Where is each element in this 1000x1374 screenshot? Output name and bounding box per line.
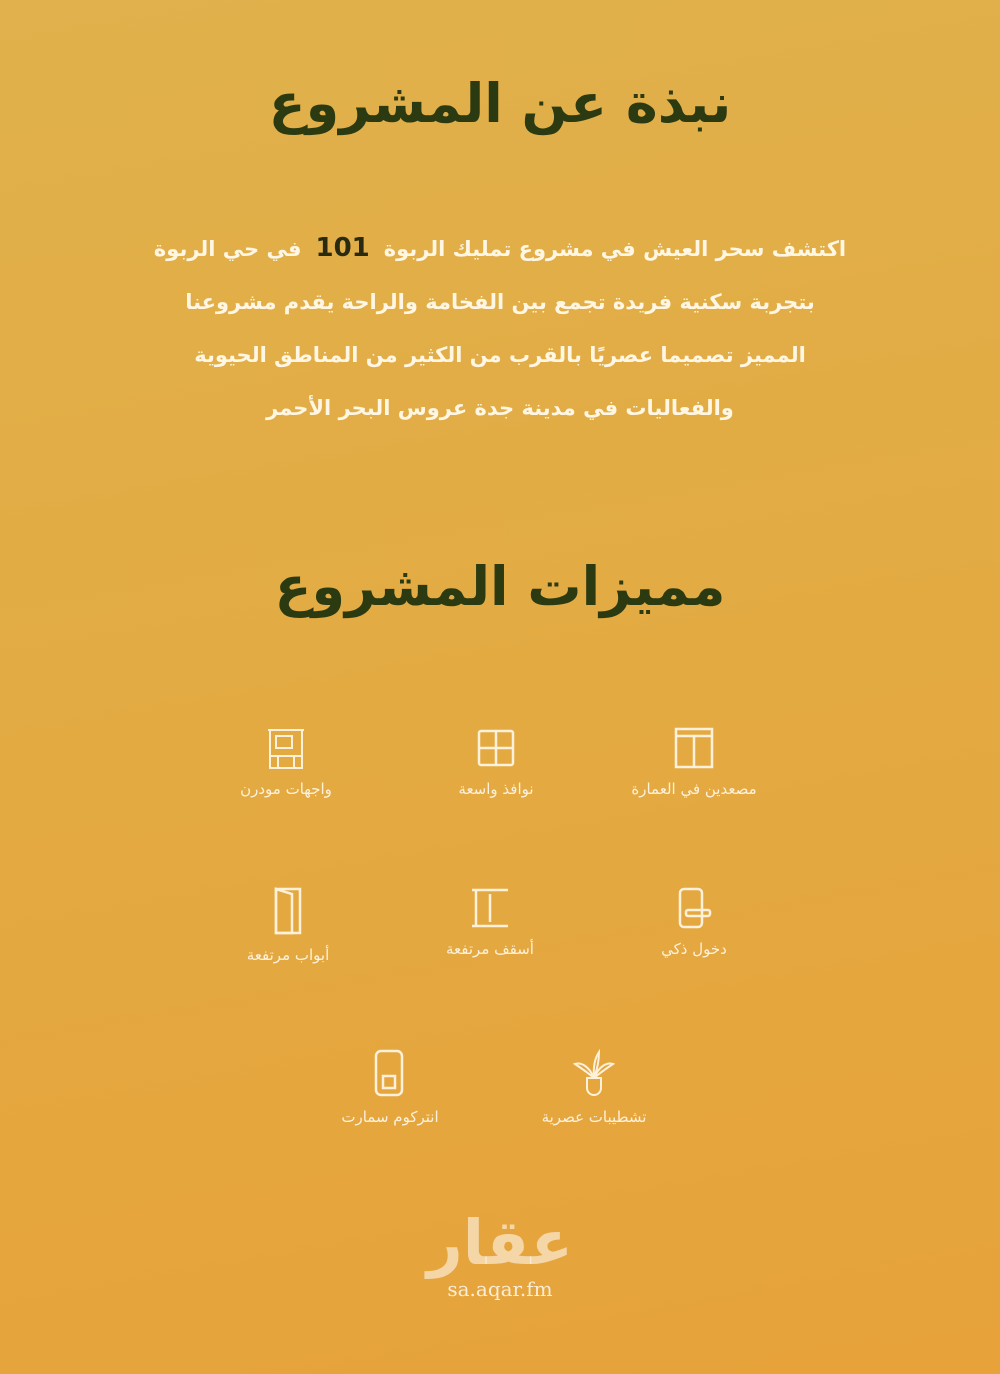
feature-high-doors — [188, 886, 388, 964]
feature-elevator — [594, 726, 794, 798]
ceiling-height-icon — [468, 886, 512, 930]
facade-icon — [264, 726, 308, 770]
feature-smart-intercom — [290, 1048, 490, 1126]
feature-window — [396, 726, 596, 798]
about-line1-a: اكتشف سحر العيش في مشروع تمليك الربوة — [383, 237, 847, 261]
intercom-icon — [368, 1048, 412, 1098]
feature-facade — [186, 726, 386, 798]
about-line4: والفعاليات في مدينة جدة عروس البحر الأحمر — [266, 396, 734, 420]
about-paragraph — [30, 222, 970, 435]
plant-icon — [569, 1048, 619, 1098]
feature-label: انتركوم سمارت — [341, 1108, 439, 1126]
watermark-logo: عقار — [427, 1206, 573, 1279]
feature-high-ceiling — [390, 886, 590, 958]
window-icon — [474, 726, 518, 770]
watermark-url: sa.aqar.fm — [447, 1277, 553, 1301]
elevator-icon — [672, 726, 716, 770]
feature-label: مصعدين في العمارة — [631, 780, 757, 798]
features-title: مميزات المشروع — [274, 555, 726, 618]
feature-label: تشطيبات عصرية — [541, 1108, 647, 1126]
watermark — [0, 1206, 1000, 1302]
feature-modern-finishes — [494, 1048, 694, 1126]
about-line1-b: في حي الربوة — [153, 237, 302, 261]
feature-label: أسقف مرتفعة — [446, 940, 534, 958]
feature-label: واجهات مودرن — [240, 780, 332, 798]
feature-label: أبواب مرتفعة — [246, 946, 330, 964]
about-title: نبذة عن المشروع — [268, 72, 732, 135]
feature-label: نوافذ واسعة — [458, 780, 534, 798]
about-line2: بتجربة سكنية فريدة تجمع بين الفخامة والراحة يقدم مشروعنا — [185, 290, 815, 314]
project-number: 101 — [315, 233, 370, 263]
about-line3: المميز تصميما عصريًا بالقرب من الكثير من المناطق الحيوية — [194, 343, 806, 367]
smart-lock-icon — [672, 886, 716, 930]
door-icon — [266, 886, 310, 936]
feature-label: دخول ذكي — [661, 940, 727, 958]
feature-smart-entry — [594, 886, 794, 958]
